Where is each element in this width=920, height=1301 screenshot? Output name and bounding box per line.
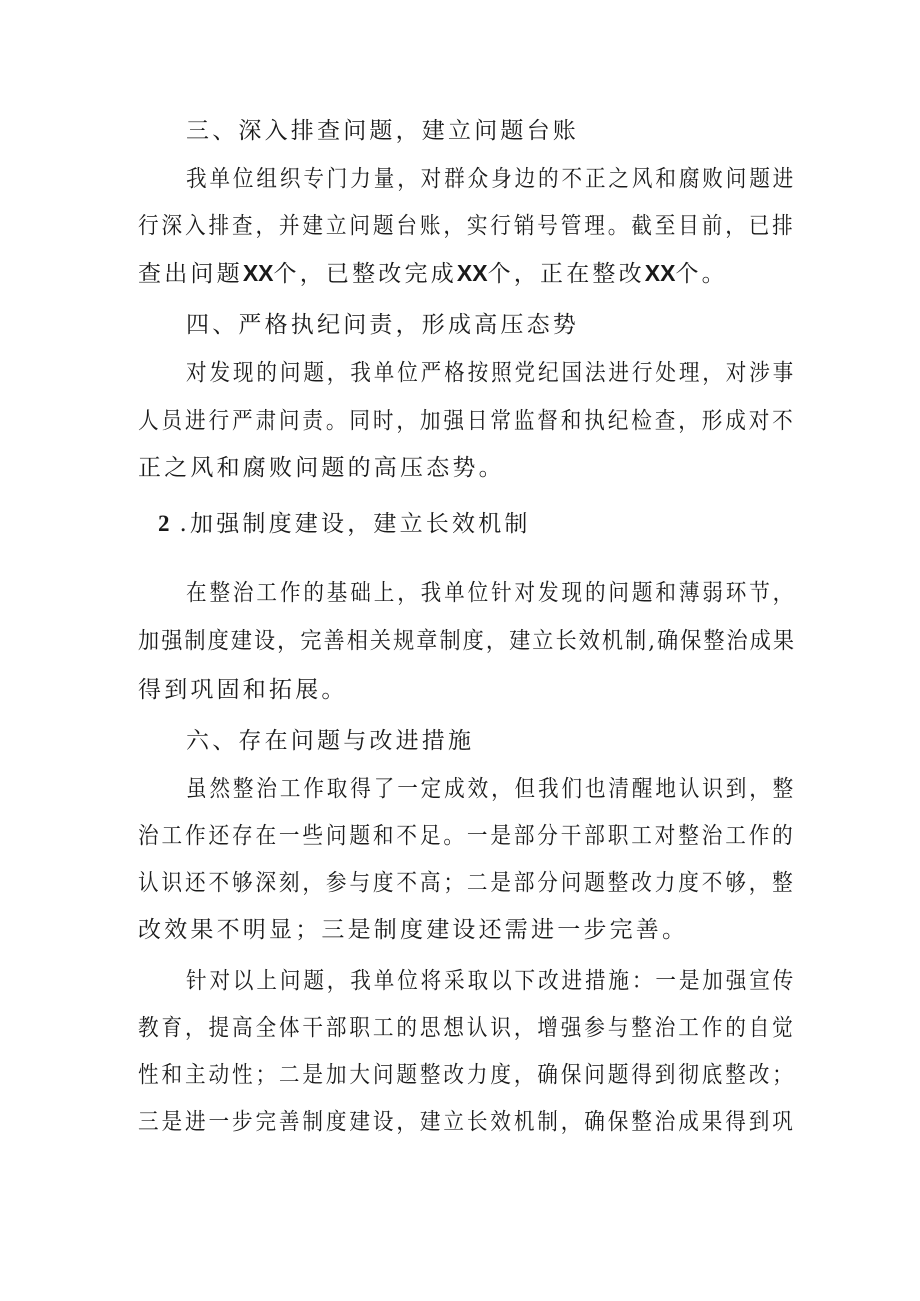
section-3-paragraph-line-2: 行深入排查，并建立问题台账，实行销号管理。截至目前，已排: [138, 213, 796, 239]
section-4-paragraph-line-2: 人员进行严肃问责。同时，加强日常监督和执纪检查，形成对不: [138, 408, 796, 434]
section-4-paragraph-line-1: 对发现的问题，我单位严格按照党纪国法进行处理，对涉事: [186, 360, 797, 386]
section-3-paragraph-line-3: [138, 258, 728, 289]
placeholder-count: XX: [242, 260, 274, 286]
text-segment: 查出问题: [138, 261, 243, 287]
section-2-heading: [158, 509, 531, 539]
section-4-paragraph-line-3: 正之风和腐败问题的高压态势。: [138, 455, 505, 481]
section-6-paragraph-1-line-3: 认识还不够深刻，参与度不高；二是部分问题整改力度不够，整: [138, 870, 796, 896]
heading-number: 2: [158, 511, 170, 536]
placeholder-count: XX: [644, 260, 676, 286]
section-6-paragraph-2-line-4: 三是进一步完善制度建设，建立长效机制，确保整治成果得到巩: [138, 1109, 796, 1135]
section-3-paragraph-line-1: 我单位组织专门力量，对群众身边的不正之风和腐败问题进: [186, 166, 797, 192]
section-4-heading: 四、严格执纪问责，形成高压态势: [186, 312, 579, 338]
section-2-paragraph-line-1: 在整治工作的基础上，我单位针对发现的问题和薄弱环节，: [186, 580, 797, 606]
text-segment: 个。: [675, 261, 728, 287]
text-segment: 个，正在整改: [487, 261, 645, 287]
section-6-paragraph-1-line-1: 虽然整治工作取得了一定成效，但我们也清醒地认识到，整: [186, 776, 797, 802]
section-6-heading: 六、存在问题与改进措施: [186, 728, 475, 754]
section-6-paragraph-2-line-1: 针对以上问题，我单位将采取以下改进措施：一是加强宣传: [186, 968, 797, 994]
text-segment: 个，已整改完成: [273, 261, 457, 287]
heading-text: .加强制度建设，建立长效机制: [179, 511, 531, 537]
section-2-paragraph-line-2: 加强制度建设，完善相关规章制度，建立长效机制,确保整治成果: [138, 628, 797, 654]
section-3-heading: 三、深入排查问题，建立问题台账: [186, 118, 579, 144]
section-6-paragraph-1-line-4: 改效果不明显；三是制度建设还需进一步完善。: [138, 917, 689, 943]
section-2-paragraph-line-3: 得到巩固和拓展。: [138, 677, 348, 703]
placeholder-count: XX: [456, 260, 488, 286]
section-6-paragraph-1-line-2: 治工作还存在一些问题和不足。一是部分干部职工对整治工作的: [138, 823, 796, 849]
section-6-paragraph-2-line-3: 性和主动性；二是加大问题整改力度，确保问题得到彻底整改；: [138, 1062, 796, 1088]
section-6-paragraph-2-line-2: 教育，提高全体干部职工的思想认识，增强参与整治工作的自觉: [138, 1015, 796, 1041]
